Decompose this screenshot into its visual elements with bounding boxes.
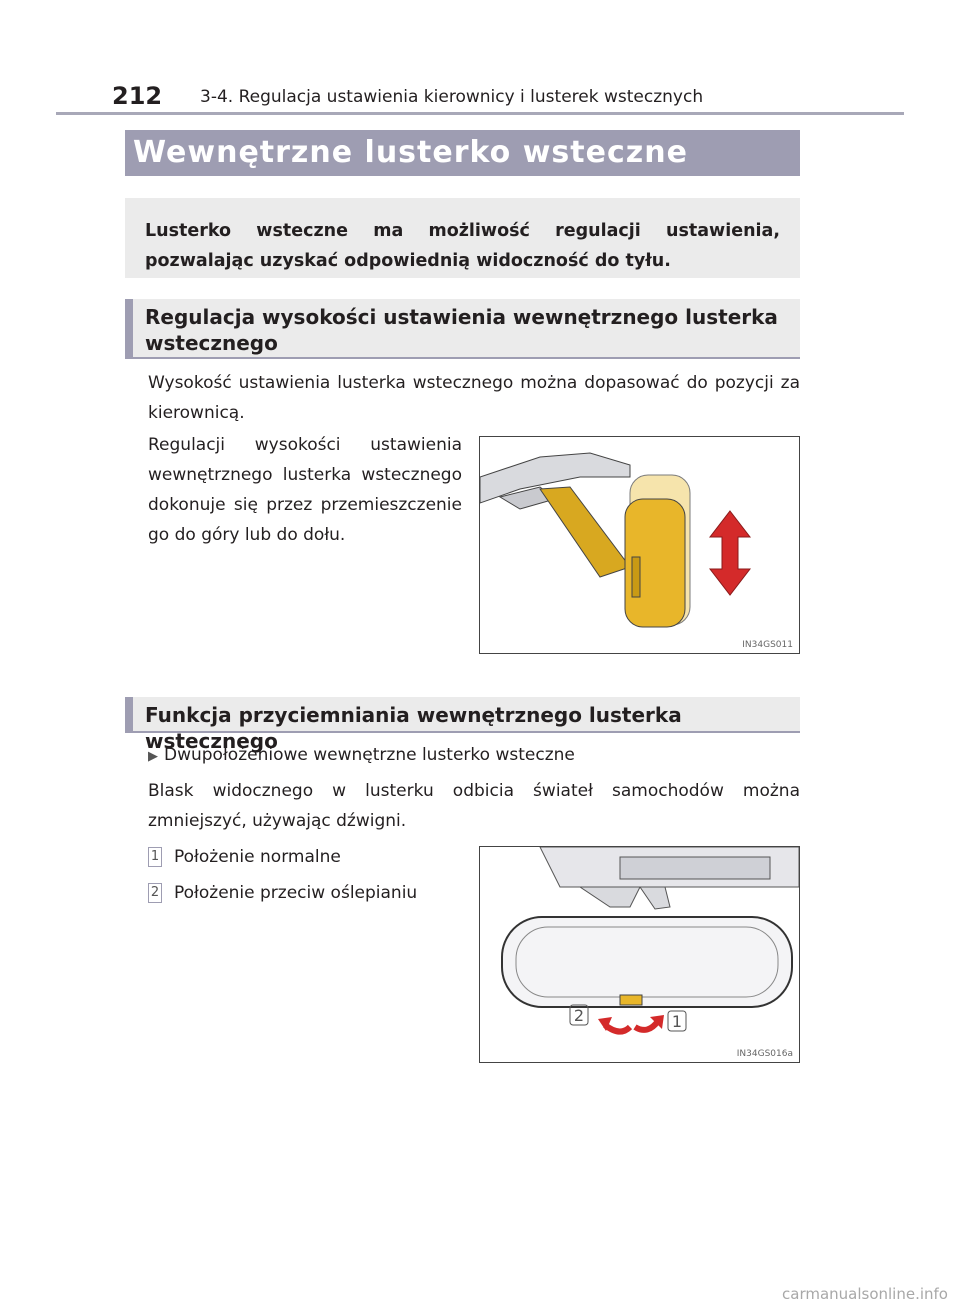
height-adjust-paragraph: Wysokość ustawienia lusterka wstecznego można dopasować do pozycji za kierownicą. — [148, 373, 800, 423]
figure-code: IN34GS016a — [736, 1049, 793, 1059]
header-divider — [56, 112, 904, 115]
callout-2: 2 — [573, 1006, 585, 1025]
dimming-mirror-illustration — [480, 847, 799, 1062]
page-title: Wewnętrzne lusterko wsteczne — [125, 130, 800, 176]
item-number: 1 — [148, 847, 162, 867]
chapter-title: 3-4. Regulacja ustawienia kierownicy i lusterek wstecznych — [200, 87, 704, 107]
section-heading-dimming: Funkcja przyciemniania wewnętrznego lusterka wstecznego — [125, 697, 800, 733]
dimming-mirror-figure — [479, 846, 800, 1063]
mirror-height-figure — [479, 436, 800, 654]
list-item — [148, 842, 341, 872]
figure-code: IN34GS011 — [742, 640, 793, 650]
dimming-bullet-text: Dwupołożeniowe wewnętrzne lusterko wsteczne — [164, 745, 575, 765]
callout-1: 1 — [671, 1012, 683, 1031]
height-adjust-instruction: Regulacji wysokości ustawienia wewnętrznego lusterka wstecznego dokonuje się przez przemieszczenie go do góry lub do dołu. — [148, 435, 462, 545]
page-number: 212 — [112, 82, 163, 110]
bullet-arrow-icon: ▶ — [148, 749, 158, 764]
dimming-paragraph: Blask widocznego w lusterku odbicia świateł samochodów można zmniejszyć, używając dźwigni. — [148, 781, 800, 831]
dimming-bullet — [148, 740, 800, 772]
item-number: 2 — [148, 883, 162, 903]
item-label: Położenie normalne — [174, 847, 341, 867]
list-item — [148, 878, 417, 908]
mirror-height-illustration — [480, 437, 799, 653]
item-label: Położenie przeciw oślepianiu — [174, 883, 418, 903]
section-heading-height-adjustment: Regulacja wysokości ustawienia wewnętrznego lusterka wstecznego — [125, 299, 800, 359]
watermark: carmanualsonline.info — [782, 1285, 948, 1303]
intro-box: Lusterko wsteczne ma możliwość regulacji ustawienia, pozwalając uzyskać odpowiednią widoczność do tyłu. — [125, 198, 800, 278]
